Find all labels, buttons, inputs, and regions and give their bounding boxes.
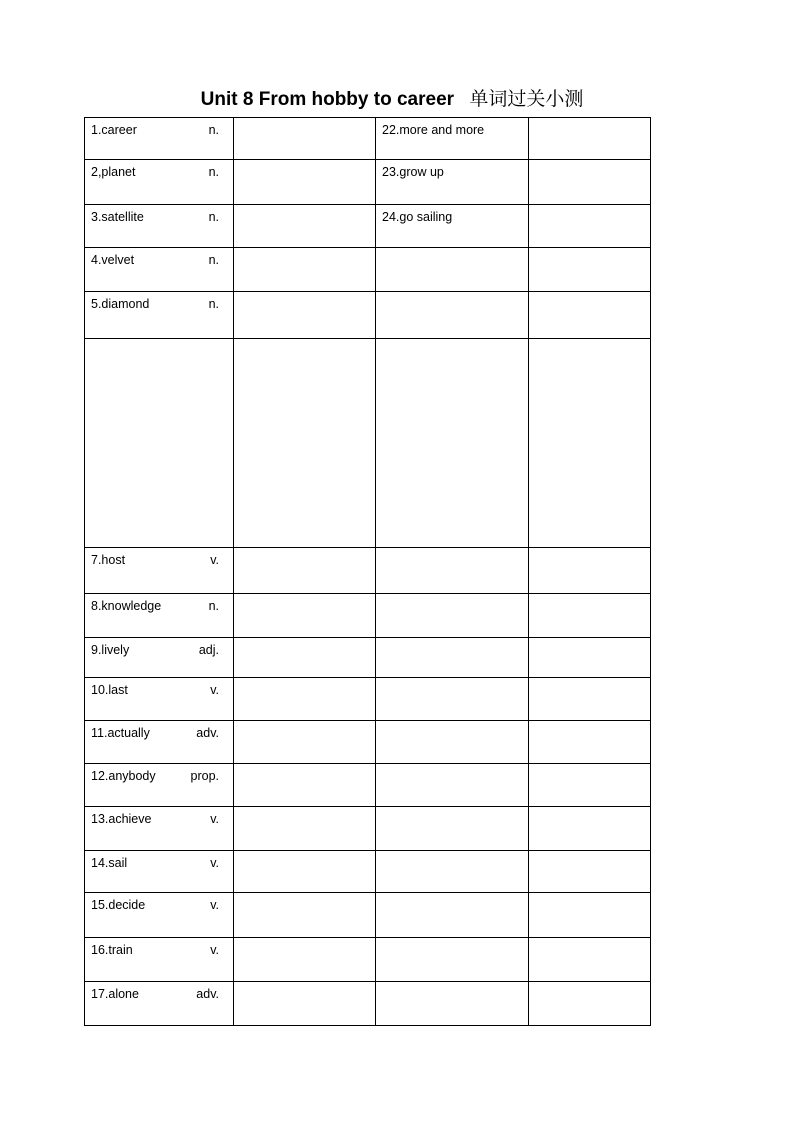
word-label: 2,planet [91, 165, 136, 179]
answer-cell[interactable] [234, 339, 376, 548]
table-row [85, 938, 651, 982]
table-row [85, 807, 651, 851]
word-label: 3.satellite [91, 210, 144, 224]
word-label: 11.actually [91, 726, 150, 740]
word-cell [85, 851, 234, 893]
answer-cell[interactable] [234, 594, 376, 638]
word-cell [85, 594, 234, 638]
part-of-speech: v. [210, 943, 219, 957]
phrase-label: 24.go sailing [382, 210, 453, 224]
phrase-cell [376, 248, 529, 292]
word-label: 7.host [91, 553, 126, 567]
phrase-cell [376, 893, 529, 938]
word-cell [85, 938, 234, 982]
answer-cell[interactable] [529, 893, 651, 938]
part-of-speech: n. [208, 210, 219, 224]
table-row [85, 638, 651, 678]
word-label: 15.decide [91, 898, 146, 912]
answer-cell[interactable] [529, 807, 651, 851]
answer-cell[interactable] [529, 205, 651, 248]
answer-cell[interactable] [529, 851, 651, 893]
word-cell [85, 205, 234, 248]
word-cell [85, 638, 234, 678]
answer-cell[interactable] [234, 118, 376, 160]
answer-cell[interactable] [234, 807, 376, 851]
table-row [85, 160, 651, 205]
word-cell [85, 764, 234, 807]
answer-cell[interactable] [529, 938, 651, 982]
word-label: 17.alone [91, 987, 139, 1001]
part-of-speech: v. [210, 812, 219, 826]
phrase-cell [376, 938, 529, 982]
table-row [85, 764, 651, 807]
table-row [85, 721, 651, 764]
phrase-cell [376, 118, 529, 160]
answer-cell[interactable] [529, 638, 651, 678]
table-row [85, 851, 651, 893]
answer-cell[interactable] [529, 982, 651, 1026]
part-of-speech: n. [208, 297, 219, 311]
phrase-cell [376, 205, 529, 248]
word-label: 13.achieve [91, 812, 152, 826]
word-cell [85, 807, 234, 851]
part-of-speech: v. [210, 856, 219, 870]
answer-cell[interactable] [529, 339, 651, 548]
answer-cell[interactable] [234, 678, 376, 721]
phrase-cell [376, 678, 529, 721]
phrase-cell [376, 594, 529, 638]
part-of-speech: adv. [196, 726, 219, 740]
phrase-cell [376, 764, 529, 807]
word-cell [85, 248, 234, 292]
word-label: 1.career [91, 123, 137, 137]
answer-cell[interactable] [234, 548, 376, 594]
answer-cell[interactable] [234, 982, 376, 1026]
table-row [85, 678, 651, 721]
word-cell [85, 339, 234, 548]
table-row [85, 982, 651, 1026]
word-cell [85, 893, 234, 938]
answer-cell[interactable] [529, 118, 651, 160]
table-row [85, 205, 651, 248]
word-cell [85, 292, 234, 339]
phrase-cell [376, 721, 529, 764]
phrase-label: 23.grow up [382, 165, 444, 179]
answer-cell[interactable] [234, 938, 376, 982]
word-label: 12.anybody [91, 769, 156, 783]
table-row [85, 893, 651, 938]
answer-cell[interactable] [234, 205, 376, 248]
word-label: 10.last [91, 683, 128, 697]
answer-cell[interactable] [234, 764, 376, 807]
phrase-cell [376, 292, 529, 339]
phrase-cell [376, 638, 529, 678]
table-row [85, 548, 651, 594]
answer-cell[interactable] [234, 721, 376, 764]
vocabulary-table [84, 117, 651, 1026]
answer-cell[interactable] [529, 764, 651, 807]
phrase-cell [376, 982, 529, 1026]
word-label: 5.diamond [91, 297, 150, 311]
word-cell [85, 118, 234, 160]
phrase-cell [376, 160, 529, 205]
part-of-speech: n. [208, 165, 219, 179]
part-of-speech: adj. [198, 643, 219, 657]
word-label: 16.train [91, 943, 133, 957]
word-cell [85, 721, 234, 764]
word-cell [85, 160, 234, 205]
answer-cell[interactable] [529, 721, 651, 764]
part-of-speech: adv. [196, 987, 219, 1001]
word-label: 4.velvet [91, 253, 135, 267]
table-row [85, 594, 651, 638]
part-of-speech: v. [210, 553, 219, 567]
title-chinese: 单词过关小测 [469, 88, 584, 110]
part-of-speech: n. [208, 253, 219, 267]
page-title [0, 84, 784, 111]
word-cell [85, 678, 234, 721]
word-cell [85, 548, 234, 594]
answer-cell[interactable] [529, 594, 651, 638]
word-label: 8.knowledge [91, 599, 162, 613]
part-of-speech: n. [208, 599, 219, 613]
answer-cell[interactable] [529, 292, 651, 339]
answer-cell[interactable] [529, 548, 651, 594]
part-of-speech: v. [210, 898, 219, 912]
title-english: Unit 8 From hobby to career [200, 89, 455, 110]
phrase-cell [376, 851, 529, 893]
answer-cell[interactable] [529, 248, 651, 292]
answer-cell[interactable] [234, 893, 376, 938]
answer-cell[interactable] [234, 248, 376, 292]
table-row [85, 248, 651, 292]
answer-cell[interactable] [234, 851, 376, 893]
word-label: 9.lively [91, 643, 130, 657]
word-label: 14.sail [91, 856, 128, 870]
table-row [85, 118, 651, 160]
answer-cell[interactable] [234, 292, 376, 339]
phrase-cell [376, 807, 529, 851]
answer-cell[interactable] [234, 160, 376, 205]
phrase-cell [376, 548, 529, 594]
table-row [85, 339, 651, 548]
phrase-cell [376, 339, 529, 548]
table-row [85, 292, 651, 339]
answer-cell[interactable] [529, 678, 651, 721]
word-cell [85, 982, 234, 1026]
answer-cell[interactable] [529, 160, 651, 205]
answer-cell[interactable] [234, 638, 376, 678]
phrase-label: 22.more and more [382, 123, 485, 137]
part-of-speech: n. [208, 123, 219, 137]
part-of-speech: v. [210, 683, 219, 697]
part-of-speech: prop. [190, 769, 219, 783]
